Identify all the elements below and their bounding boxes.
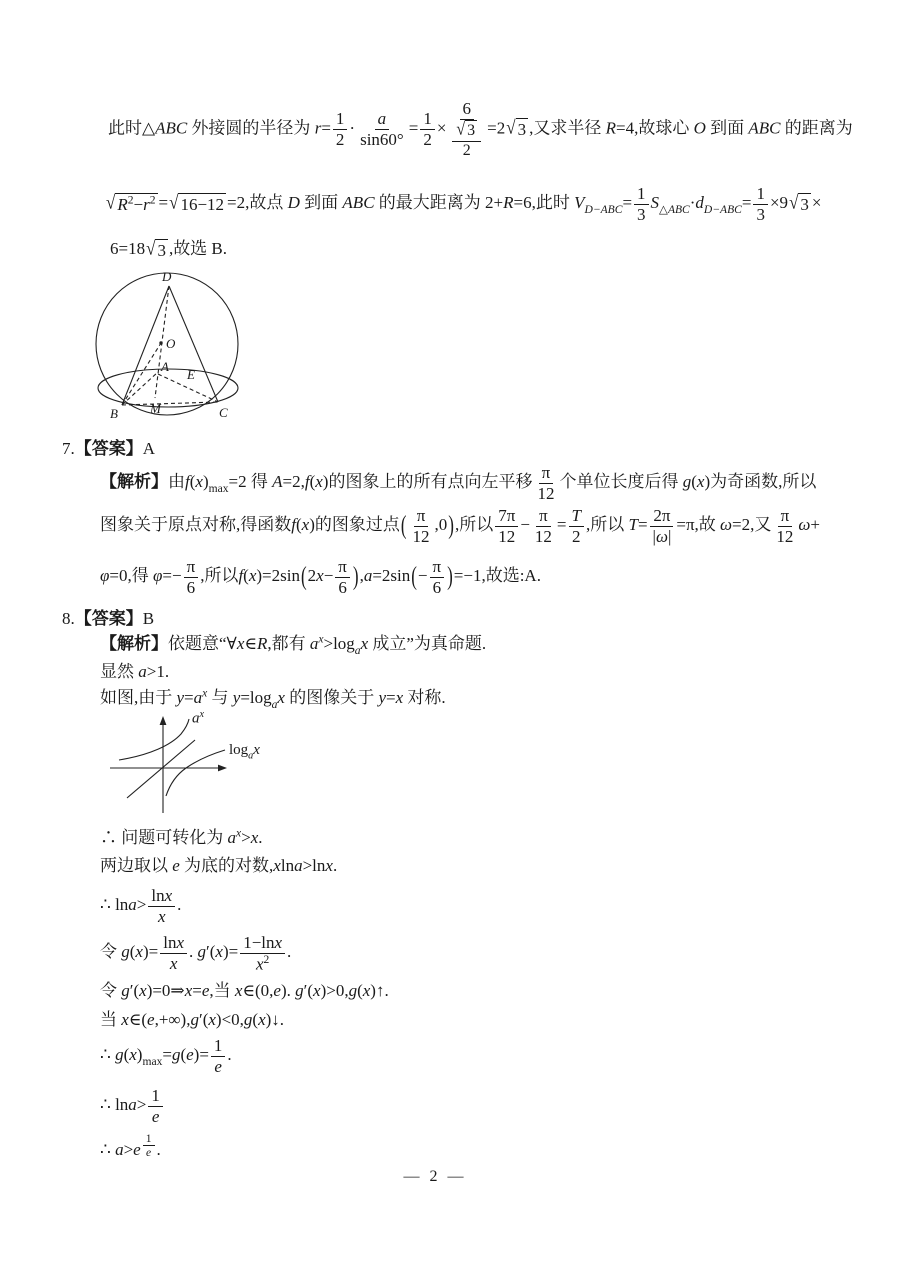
- answer-row-8: [62, 608, 154, 631]
- log-curve-label: $\log_ax$: [229, 742, 260, 762]
- question-number: 8.: [62, 609, 75, 628]
- solution-line: 令 g(x)= $\frac{\ln x}{x}$ . g′(x)= $\frac{1-\ln x}{x^2}$ .: [100, 933, 292, 973]
- x-axis-arrow: [218, 765, 227, 772]
- solution-line: φ=0,得 φ=− $\frac{\pi}{6}$ ,所以f(x)=2sin(2x− $\frac{\pi}{6}$ ),a=2sin(− $\frac{\pi}{6}$ )=−1,故选:A.: [100, 557, 541, 597]
- solution-line: 图象关于原点对称,得函数f(x)的图象过点( $\frac{\pi}{12}$ ,0),所以 $\frac{7\pi}{12}$ − $\frac{\pi}{12}$ = $\frac{T}{2}$ ,所以 T= $\frac{2\pi}{|\omega|}$ =π,故 ω=2,又 $\frac{\pi}{12}$ ω+: [100, 506, 820, 546]
- solution-line: ∴ 问题可转化为 $a^x>x$.: [100, 826, 263, 847]
- exp-curve-label: $a^x$: [192, 709, 205, 727]
- solution-line: 如图,由于 $y=a^x$ 与 $y=\log_ax$ 的图像关于 y=x 对称.: [100, 686, 446, 712]
- sphere-cone-svg: [95, 266, 255, 426]
- label-B: B: [110, 406, 118, 421]
- answer-row-7: [62, 438, 155, 461]
- solution-line: ∴ a>e $^{\frac{1}{e}}$ .: [100, 1132, 161, 1160]
- question-number: 7.: [62, 439, 75, 458]
- page-number: — 2 —: [403, 1168, 467, 1185]
- cone-edge-right: [169, 286, 218, 402]
- solution-line: 令 g′(x)=0⇒x=e,当 x∈(0,e). g′(x)>0,g(x)↑.: [100, 981, 389, 1000]
- solution-line: 6=18 √ 3 ,故选 B.: [110, 237, 228, 260]
- solution-line: 【解析】由$f(x)_{max}=2$ 得 A=2,f(x)的图象上的所有点向左平移 $\frac{\pi}{12}$ 个单位长度后得 g(x)为奇函数,所以: [100, 463, 817, 503]
- solution-line: ∴ lna> $\frac{\ln x}{x}$ .: [100, 886, 182, 926]
- sphere-cone-diagram: [95, 266, 255, 426]
- answer-label: 【答案】B: [74, 609, 155, 628]
- solution-line: 两边取以 e 为底的对数,xlna>lnx.: [100, 856, 338, 875]
- label-C: C: [219, 405, 228, 420]
- solution-line: ∴ lna> $\frac{1}{e}$: [100, 1086, 165, 1126]
- label-O: O: [166, 336, 176, 351]
- solution-line: 【解析】依题意“∀x∈R,都有 $a^x>\log_ax$ 成立”为真命题.: [100, 632, 487, 658]
- function-graph: [105, 709, 290, 816]
- answer-label: 【答案】A: [74, 439, 156, 458]
- label-E: E: [187, 367, 195, 382]
- label-D: D: [162, 269, 172, 284]
- solution-line: ∴ $g(x)_{max}=g(e)=$ $\frac{1}{e}$ .: [100, 1036, 232, 1076]
- label-M: M: [150, 401, 161, 416]
- y-axis-arrow: [160, 716, 167, 725]
- solution-line: √ $R^2-r^2$ = √ 16−12 =2,故点 D 到面 ABC 的最大距离为 2+R=6,此时 $V_{D-ABC}=$ $\frac{1}{3}$ $S_{\triangle ABC}\cdot d_{D-ABC}=$ $\frac{1}{3}$ ×9 √ 3 ×: [106, 184, 822, 224]
- label-A: A: [161, 359, 169, 374]
- solution-line: 当 x∈(e,+∞),g′(x)<0,g(x)↓.: [100, 1010, 285, 1029]
- solution-line: 此时△ABC 外接圆的半径为 r= $\frac{1}{2}$ · $\frac{a}{\sin 60^\circ}$ = $\frac{1}{2}$ × 6 √ 3 2 =2 √ 3 ,又求半径 R=4,故球心 O 到面 ABC 的距离为: [108, 99, 853, 159]
- point-O-dot: [159, 341, 162, 344]
- solution-line: 显然 a>1.: [100, 662, 170, 681]
